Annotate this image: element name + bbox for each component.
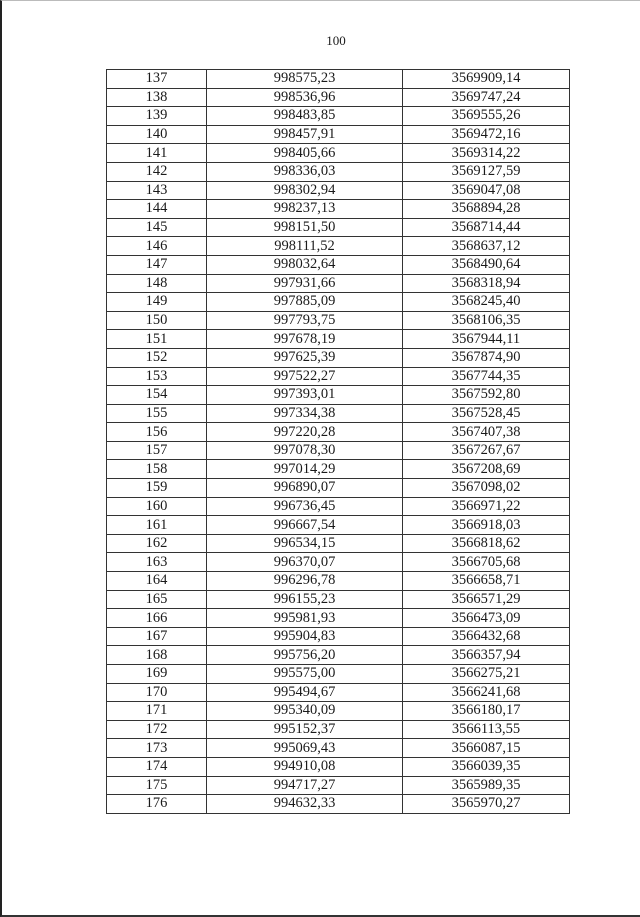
y-coordinate-cell: 3565970,27 [403,795,570,814]
y-coordinate-cell: 3568318,94 [403,274,570,293]
coordinates-table-body [107,70,570,814]
table-row [107,348,570,367]
point-number-cell: 146 [107,237,207,256]
point-number-cell: 166 [107,609,207,628]
point-number-cell: 163 [107,553,207,572]
table-row [107,665,570,684]
x-coordinate-cell: 996155,23 [207,590,403,609]
point-number-cell: 144 [107,200,207,219]
table-row [107,293,570,312]
x-coordinate-cell: 998483,85 [207,107,403,126]
table-row [107,757,570,776]
table-row [107,534,570,553]
point-number-cell: 158 [107,460,207,479]
table-row [107,330,570,349]
x-coordinate-cell: 997885,09 [207,293,403,312]
table-row [107,441,570,460]
point-number-cell: 138 [107,88,207,107]
y-coordinate-cell: 3566087,15 [403,739,570,758]
table-row [107,479,570,498]
y-coordinate-cell: 3567098,02 [403,479,570,498]
y-coordinate-cell: 3567874,90 [403,348,570,367]
point-number-cell: 157 [107,441,207,460]
table-row [107,739,570,758]
point-number-cell: 172 [107,720,207,739]
y-coordinate-cell: 3567744,35 [403,367,570,386]
table-row [107,181,570,200]
y-coordinate-cell: 3569127,59 [403,162,570,181]
point-number-cell: 154 [107,386,207,405]
point-number-cell: 150 [107,311,207,330]
point-number-cell: 175 [107,776,207,795]
table-row [107,311,570,330]
x-coordinate-cell: 998536,96 [207,88,403,107]
y-coordinate-cell: 3566275,21 [403,665,570,684]
point-number-cell: 155 [107,404,207,423]
table-row [107,516,570,535]
x-coordinate-cell: 997678,19 [207,330,403,349]
y-coordinate-cell: 3567267,67 [403,441,570,460]
y-coordinate-cell: 3568637,12 [403,237,570,256]
y-coordinate-cell: 3567208,69 [403,460,570,479]
y-coordinate-cell: 3569555,26 [403,107,570,126]
x-coordinate-cell: 994910,08 [207,757,403,776]
point-number-cell: 139 [107,107,207,126]
x-coordinate-cell: 997078,30 [207,441,403,460]
x-coordinate-cell: 997334,38 [207,404,403,423]
table-row [107,683,570,702]
point-number-cell: 143 [107,181,207,200]
table-row [107,720,570,739]
y-coordinate-cell: 3566658,71 [403,572,570,591]
y-coordinate-cell: 3566818,62 [403,534,570,553]
table-row [107,404,570,423]
table-row [107,88,570,107]
point-number-cell: 148 [107,274,207,293]
point-number-cell: 152 [107,348,207,367]
point-number-cell: 165 [107,590,207,609]
table-row [107,609,570,628]
table-row [107,255,570,274]
point-number-cell: 164 [107,572,207,591]
x-coordinate-cell: 998575,23 [207,70,403,89]
y-coordinate-cell: 3569909,14 [403,70,570,89]
point-number-cell: 162 [107,534,207,553]
point-number-cell: 174 [107,757,207,776]
point-number-cell: 141 [107,144,207,163]
x-coordinate-cell: 995575,00 [207,665,403,684]
x-coordinate-cell: 995152,37 [207,720,403,739]
table-row [107,274,570,293]
y-coordinate-cell: 3566241,68 [403,683,570,702]
y-coordinate-cell: 3566113,55 [403,720,570,739]
table-row [107,386,570,405]
table-row [107,107,570,126]
table-row [107,776,570,795]
point-number-cell: 142 [107,162,207,181]
table-row [107,144,570,163]
x-coordinate-cell: 994632,33 [207,795,403,814]
point-number-cell: 140 [107,125,207,144]
y-coordinate-cell: 3569747,24 [403,88,570,107]
table-row [107,497,570,516]
x-coordinate-cell: 996296,78 [207,572,403,591]
point-number-cell: 170 [107,683,207,702]
y-coordinate-cell: 3569472,16 [403,125,570,144]
table-row [107,70,570,89]
x-coordinate-cell: 995494,67 [207,683,403,702]
y-coordinate-cell: 3569314,22 [403,144,570,163]
x-coordinate-cell: 996890,07 [207,479,403,498]
point-number-cell: 149 [107,293,207,312]
table-row [107,125,570,144]
x-coordinate-cell: 996736,45 [207,497,403,516]
point-number-cell: 171 [107,702,207,721]
table-row [107,460,570,479]
y-coordinate-cell: 3566039,35 [403,757,570,776]
y-coordinate-cell: 3566357,94 [403,646,570,665]
y-coordinate-cell: 3567407,38 [403,423,570,442]
table-row [107,200,570,219]
table-row [107,237,570,256]
point-number-cell: 145 [107,218,207,237]
y-coordinate-cell: 3566571,29 [403,590,570,609]
x-coordinate-cell: 998405,66 [207,144,403,163]
y-coordinate-cell: 3566473,09 [403,609,570,628]
coordinates-table [106,69,570,814]
point-number-cell: 173 [107,739,207,758]
x-coordinate-cell: 998457,91 [207,125,403,144]
y-coordinate-cell: 3567592,80 [403,386,570,405]
table-row [107,590,570,609]
table-row [107,646,570,665]
y-coordinate-cell: 3566180,17 [403,702,570,721]
x-coordinate-cell: 996534,15 [207,534,403,553]
y-coordinate-cell: 3569047,08 [403,181,570,200]
y-coordinate-cell: 3566705,68 [403,553,570,572]
x-coordinate-cell: 997393,01 [207,386,403,405]
point-number-cell: 137 [107,70,207,89]
y-coordinate-cell: 3566918,03 [403,516,570,535]
x-coordinate-cell: 998111,52 [207,237,403,256]
y-coordinate-cell: 3568106,35 [403,311,570,330]
table-row [107,795,570,814]
x-coordinate-cell: 995069,43 [207,739,403,758]
point-number-cell: 147 [107,255,207,274]
table-row [107,218,570,237]
x-coordinate-cell: 998151,50 [207,218,403,237]
point-number-cell: 151 [107,330,207,349]
point-number-cell: 169 [107,665,207,684]
x-coordinate-cell: 995981,93 [207,609,403,628]
point-number-cell: 160 [107,497,207,516]
point-number-cell: 176 [107,795,207,814]
y-coordinate-cell: 3567528,45 [403,404,570,423]
table-row [107,702,570,721]
y-coordinate-cell: 3565989,35 [403,776,570,795]
y-coordinate-cell: 3568245,40 [403,293,570,312]
x-coordinate-cell: 994717,27 [207,776,403,795]
x-coordinate-cell: 997220,28 [207,423,403,442]
x-coordinate-cell: 995756,20 [207,646,403,665]
y-coordinate-cell: 3566432,68 [403,627,570,646]
page-number: 100 [326,33,346,48]
y-coordinate-cell: 3568490,64 [403,255,570,274]
y-coordinate-cell: 3566971,22 [403,497,570,516]
x-coordinate-cell: 997931,66 [207,274,403,293]
table-row [107,572,570,591]
x-coordinate-cell: 997014,29 [207,460,403,479]
table-row [107,367,570,386]
x-coordinate-cell: 997625,39 [207,348,403,367]
x-coordinate-cell: 995340,09 [207,702,403,721]
x-coordinate-cell: 996370,07 [207,553,403,572]
x-coordinate-cell: 995904,83 [207,627,403,646]
y-coordinate-cell: 3568714,44 [403,218,570,237]
table-row [107,162,570,181]
y-coordinate-cell: 3568894,28 [403,200,570,219]
point-number-cell: 156 [107,423,207,442]
point-number-cell: 168 [107,646,207,665]
x-coordinate-cell: 996667,54 [207,516,403,535]
x-coordinate-cell: 998032,64 [207,255,403,274]
x-coordinate-cell: 998336,03 [207,162,403,181]
point-number-cell: 161 [107,516,207,535]
point-number-cell: 159 [107,479,207,498]
table-row [107,627,570,646]
y-coordinate-cell: 3567944,11 [403,330,570,349]
x-coordinate-cell: 997793,75 [207,311,403,330]
x-coordinate-cell: 998302,94 [207,181,403,200]
point-number-cell: 153 [107,367,207,386]
x-coordinate-cell: 998237,13 [207,200,403,219]
x-coordinate-cell: 997522,27 [207,367,403,386]
table-row [107,553,570,572]
point-number-cell: 167 [107,627,207,646]
table-row [107,423,570,442]
